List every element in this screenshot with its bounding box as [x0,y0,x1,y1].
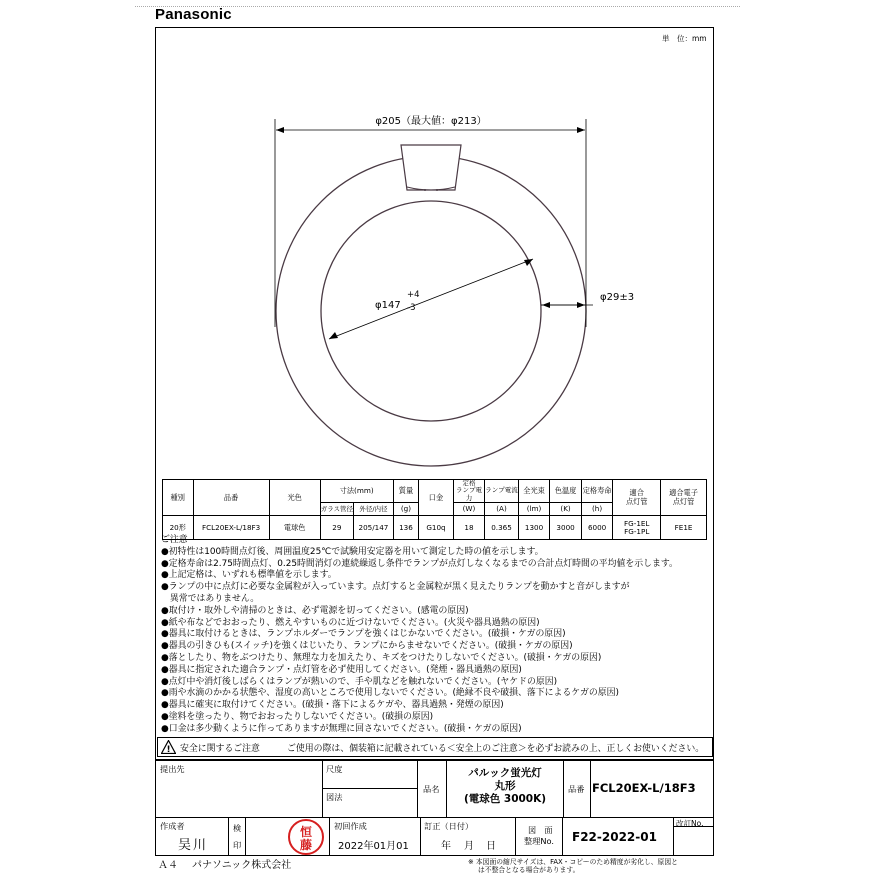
rev-day: 日 [486,841,496,852]
cell-type: 20形 [163,516,194,540]
product-name-1: パルック蛍光灯 [468,767,542,779]
dim-inner-tol-plus: +4 [407,290,420,300]
approval-stamp [286,818,326,856]
product-name-2: 丸形 [494,780,516,792]
cell-power: 18 [453,516,485,540]
doc-number: F22-2022-01 [572,830,657,844]
note-item: ●器具の引きひも(スイッチ)を強くはじいたり、ランプにからませないでください。(破損・ケガの原因) [161,641,573,652]
th-glass: ガラス管径 [320,503,354,516]
th-dims: 寸法(mm) [320,480,393,503]
note-item: ●塗料を塗ったり、物でおおったりしないでください。(破損の原因) [161,711,434,722]
note-item: ●落としたり、物をぶつけたり、無理な力を加えたり、キズをつけたりしないでください。(破損・ケガの原因) [161,652,602,663]
th-life-unit: (h) [581,503,613,516]
th-product: 品番 [193,480,269,516]
dim-outer-label: φ205（最大値：φ213） [375,116,487,127]
cell-ebal: FE1E [661,516,707,540]
dim-inner-label: φ147 [375,300,401,311]
th-power: 定格 ランプ電力 [453,480,485,503]
stamp-char-2: 藤 [299,838,313,852]
cell-diam: 205/147 [354,516,394,540]
th-flux: 全光束 [518,480,550,503]
th-base: 口金 [419,480,454,516]
warning-icon [161,740,176,754]
safety-title: 安全に関するご注意 [180,744,260,754]
cell-life: 6000 [581,516,613,540]
cell-ballast-2: FG-1PL [624,526,650,536]
note-item: ●器具に指定された適合ランプ・点灯管を必ず使用してください。(発煙・器具過熱の原因) [161,664,522,675]
brand-logo: Panasonic [155,6,232,23]
author-label: 作成者 [160,821,185,831]
stamp-char-1: 恒 [299,825,313,839]
lamp-drawing [155,27,714,477]
cell-current: 0.365 [485,516,519,540]
note-item: ●定格寿命は2.75時間点灯、0.25時間消灯の連続繰返し条件でランプが点灯しなくなるまでの合計点灯時間の平均値を示します。 [161,558,678,569]
paper-size: Ａ４ [158,860,178,871]
note-item: ●器具に取付けるときは、ランプホルダーでランプを強くはじかないでください。(破損・ケガの原因) [161,629,566,640]
cell-product: FCL20EX-L/18F3 [193,516,269,540]
rev-month: 月 [464,841,474,852]
unit-label: 単 位：mm [662,34,707,43]
th-life: 定格寿命 [581,480,613,503]
part-number: FCL20EX-L/18F3 [592,781,696,795]
th-mass: 質量 [393,480,418,503]
th-flux-unit: (lm) [518,503,550,516]
note-item: ●上記定格は、いずれも標準値を示します。 [161,570,337,581]
dim-inner-tol-minus: -3 [407,303,416,313]
th-mass-unit: (g) [393,503,418,516]
th-power-unit: (W) [453,503,485,516]
warning-icon-mark: ! [166,745,171,754]
product-name [446,767,564,806]
notes-title: ご注意 [161,535,188,545]
notes-list [161,535,711,736]
note-item: ●紙や布などでおおったり、燃えやすいものに近づけないでください。(火災や器具過熱の原因) [161,617,540,628]
note-item: ●器具に確実に取付けてください。(破損・落下によるケガや、器具過熱・発煙の原因) [161,700,504,711]
author-name: 吴川 [178,838,209,853]
th-color: 光色 [269,480,320,516]
th-cct-unit: (K) [550,503,582,516]
spec-table [162,479,707,540]
product-name-3: (電球色 3000K) [463,793,547,805]
note-item: 異常ではありません。 [161,593,260,604]
safety-text: ご使用の際は、個装箱に記載されている＜安全上のご注意＞を必ずお読みの上、正しくお使いください。 [287,744,705,754]
check-label-2: 印 [233,840,242,850]
doc-no-label-1: 図 面 [528,825,553,835]
th-diam: 外径/内径 [354,503,394,516]
company-name: パナソニック株式会社 [192,860,292,871]
th-current: ランプ電流 [485,480,519,503]
cell-flux: 1300 [518,516,550,540]
projection-label: 図法 [326,792,343,802]
cell-mass: 136 [393,516,418,540]
cell-base: G10q [419,516,454,540]
th-type: 種別 [163,480,194,516]
part-label: 品番 [568,784,585,794]
first-created-date: 2022年01月01 [338,841,409,852]
revision-no-label: 改訂No. [676,819,704,828]
th-ebal: 適合電子 点灯管 [661,480,707,516]
submit-to-label: 提出先 [160,764,185,774]
footer-note-1: ※ 本図面の縮尺サイズは、FAX・コピーのため精度が劣化し、原図と [468,858,678,866]
top-divider [135,6,740,8]
note-item: ●初特性は100時間点灯後、周囲温度25℃で試験用安定器を用いて測定した時の値を示します。 [161,546,544,557]
dim-tube-label: φ29±3 [600,292,635,303]
cell-cct: 3000 [550,516,582,540]
name-label: 品名 [423,784,440,794]
cell-color: 電球色 [269,516,320,540]
scale-label: 尺度 [326,764,343,774]
note-item: ●口金は多少動くように作ってありますが無理に回さないでください。(破損・ケガの原因) [161,723,522,734]
th-ballast: 適合 点灯管 [613,480,661,516]
revision-date-label: 訂正（日付） [424,821,474,831]
cell-glass: 29 [320,516,354,540]
th-cct: 色温度 [550,480,582,503]
lamp-inner-edge [321,201,541,421]
footer-note-2: は不整合となる場合があります。 [478,866,580,874]
rev-year: 年 [441,841,451,852]
safety-banner [157,737,713,757]
note-item: ●ランプの中に点灯に必要な金属粒が入っています。点灯すると金属粒が黒く見えたりランプを動かすと音がしますが [161,582,630,593]
lamp-outer-edge [276,156,586,466]
cell-ballast-1: FG-1EL [624,518,650,528]
note-item: ●雨や水滴のかかる状態や、湿度の高いところで使用しないでください。(絶縁不良や破損、落下によるケガの原因) [161,688,619,699]
check-label-1: 検 [233,823,242,833]
doc-no-label-2: 整理No. [524,836,554,846]
lamp-base [401,145,461,190]
note-item: ●取付け・取外しや清掃のときは、必ず電源を切ってください。(感電の原因) [161,605,469,616]
note-item: ●点灯中や消灯後しばらくはランプが熱いので、手や肌などを触れないでください。(ヤケドの原因) [161,676,558,687]
first-created-label: 初回作成 [334,821,367,831]
th-current-unit: (A) [485,503,519,516]
